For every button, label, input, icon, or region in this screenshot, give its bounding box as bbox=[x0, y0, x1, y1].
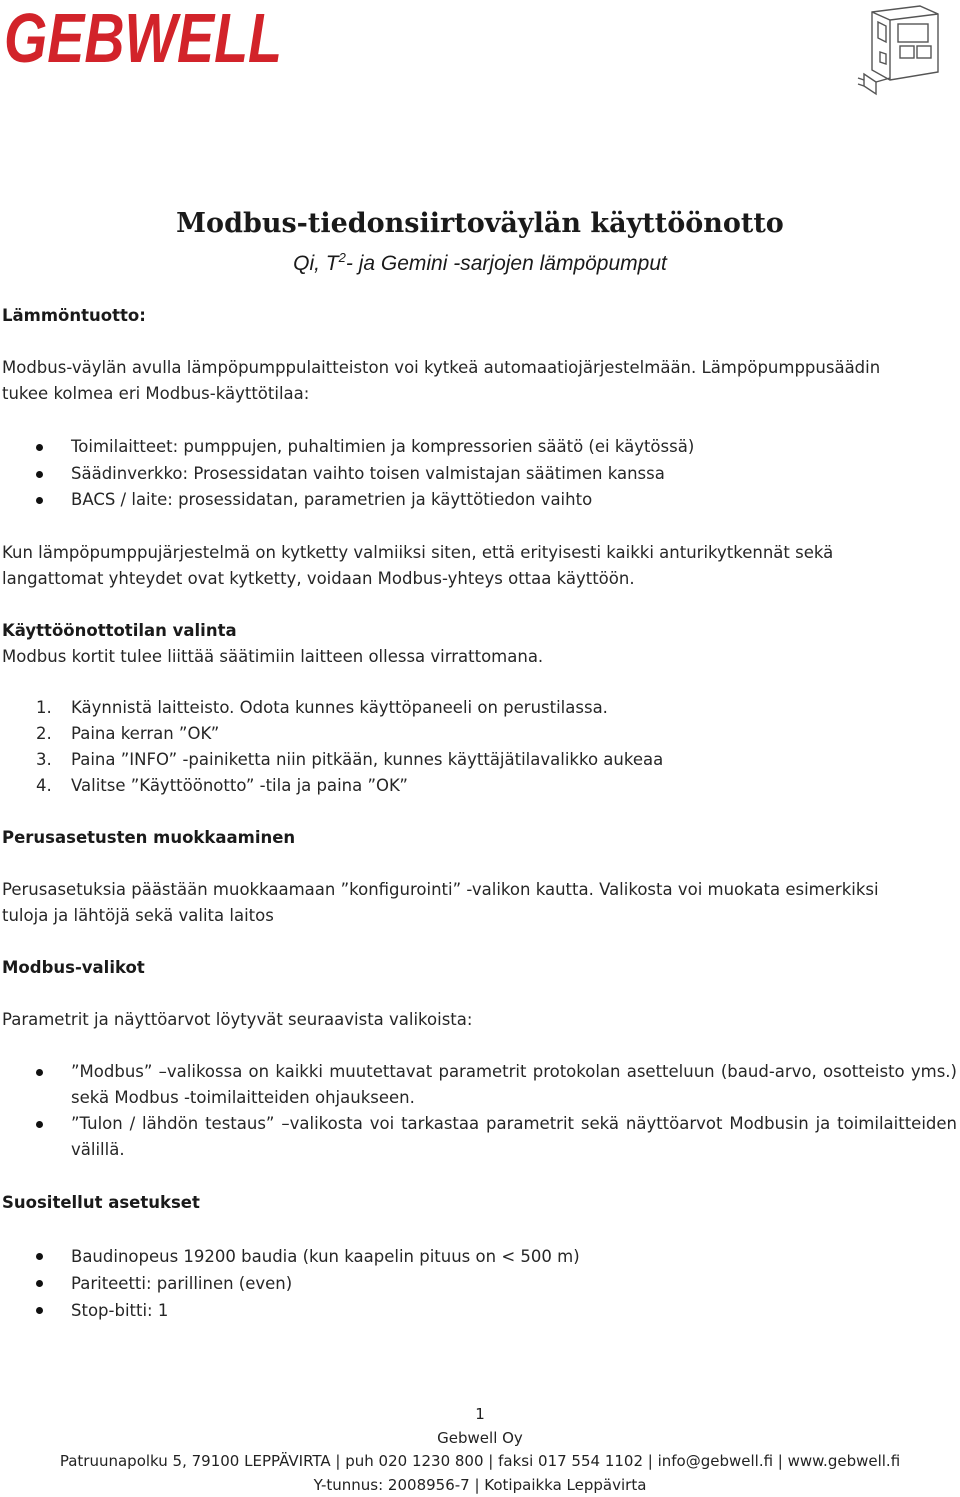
list-item: Stop-bitti: 1 bbox=[0, 1297, 580, 1324]
logo-text: GEBWELL bbox=[4, 0, 282, 77]
subtitle-suffix: - ja Gemini -sarjojen lämpöpumput bbox=[345, 252, 667, 275]
list-item bbox=[0, 747, 663, 773]
recommended-heading: Suositellut asetukset bbox=[2, 1193, 200, 1212]
basic-heading: Perusasetusten muokkaaminen bbox=[2, 828, 296, 847]
list-item: ”Modbus” –valikossa on kaikki muutettavat parametrit protokolan asetteluun (baud-arvo, osotteisto yms.) sekä Modbus -toimilaitteiden ohjaukseen. bbox=[0, 1059, 957, 1111]
footer-ids: Y-tunnus: 2008956-7 | Kotipaikka Leppävirta bbox=[313, 1475, 647, 1494]
list-item bbox=[0, 773, 663, 799]
step-text: Valitse ”Käyttöönotto” -tila ja paina ”OK” bbox=[71, 776, 408, 795]
list-item: BACS / laite: prosessidatan, parametrien ja käyttötiedon vaihto bbox=[0, 487, 694, 514]
document-title: Modbus-tiedonsiirtoväylän käyttöönotto bbox=[176, 208, 784, 239]
list-item: Baudinopeus 19200 baudia (kun kaapelin pituus on < 500 m) bbox=[0, 1243, 580, 1270]
list-item: Säädinverkko: Prosessidatan vaihto toisen valmistajan säätimen kanssa bbox=[0, 461, 694, 488]
step-text: Käynnistä laitteisto. Odota kunnes käyttöpaneeli on perustilassa. bbox=[71, 698, 608, 717]
subtitle-superscript: 2 bbox=[338, 250, 346, 265]
step-text: Paina kerran ”OK” bbox=[71, 724, 220, 743]
steps-list bbox=[0, 695, 663, 799]
list-item bbox=[0, 721, 663, 747]
list-item: ”Tulon / lähdön testaus” –valikosta voi tarkastaa parametrit sekä näyttöarvot Modbusin ja toimilaitteiden välillä. bbox=[0, 1111, 957, 1163]
menus-heading: Modbus-valikot bbox=[2, 958, 145, 977]
list-item: Toimilaitteet: pumppujen, puhaltimien ja kompressorien säätö (ei käytössä) bbox=[0, 434, 694, 461]
recommended-list bbox=[0, 1243, 580, 1324]
step-number: 3. bbox=[36, 750, 52, 769]
gebwell-logo bbox=[2, 0, 292, 77]
basic-line-2: tuloja ja lähtöjä sekä valita laitos bbox=[2, 906, 274, 925]
document-subtitle bbox=[0, 250, 960, 276]
step-number: 2. bbox=[36, 724, 52, 743]
intro-line-1: Modbus-väylän avulla lämpöpumppulaitteiston voi kytkeä automaatiojärjestelmään. Lämpöpumppusäädin bbox=[2, 358, 881, 377]
mode-text: Modbus kortit tulee liittää säätimiin laitteen ollessa virrattomana. bbox=[2, 647, 544, 666]
menus-list bbox=[0, 1059, 957, 1163]
step-number: 1. bbox=[36, 698, 52, 717]
modes-list bbox=[0, 434, 694, 514]
step-text: Paina ”INFO” -painiketta niin pitkään, kunnes käyttäjätilavalikko aukeaa bbox=[71, 750, 664, 769]
list-item bbox=[0, 695, 663, 721]
mode-heading: Käyttöönottotilan valinta bbox=[2, 621, 237, 640]
controller-device-image bbox=[850, 2, 946, 98]
subtitle-prefix: Qi, T bbox=[293, 252, 339, 275]
basic-line-1: Perusasetuksia päästään muokkaamaan ”konfigurointi” -valikon kautta. Valikosta voi muokata esimerkiksi bbox=[2, 880, 879, 899]
footer bbox=[0, 1403, 960, 1497]
ready-line-1: Kun lämpöpumppujärjestelmä on kytketty valmiiksi siten, että erityisesti kaikki anturikytkennät sekä bbox=[2, 543, 834, 562]
menus-text: Parametrit ja näyttöarvot löytyvät seuraavista valikoista: bbox=[2, 1010, 473, 1029]
step-number: 4. bbox=[36, 776, 52, 795]
page-number: 1 bbox=[475, 1405, 485, 1423]
list-item: Pariteetti: parillinen (even) bbox=[0, 1270, 580, 1297]
section-label: Lämmöntuotto: bbox=[2, 306, 146, 325]
ready-line-2: langattomat yhteydet ovat kytketty, voidaan Modbus-yhteys ottaa käyttöön. bbox=[2, 569, 635, 588]
footer-company: Gebwell Oy bbox=[437, 1428, 523, 1447]
footer-address: Patruunapolku 5, 79100 LEPPÄVIRTA | puh 020 1230 800 | faksi 017 554 1102 | info@gebwell.fi | www.gebwell.fi bbox=[59, 1452, 901, 1470]
intro-line-2: tukee kolmea eri Modbus-käyttötilaa: bbox=[2, 384, 310, 403]
